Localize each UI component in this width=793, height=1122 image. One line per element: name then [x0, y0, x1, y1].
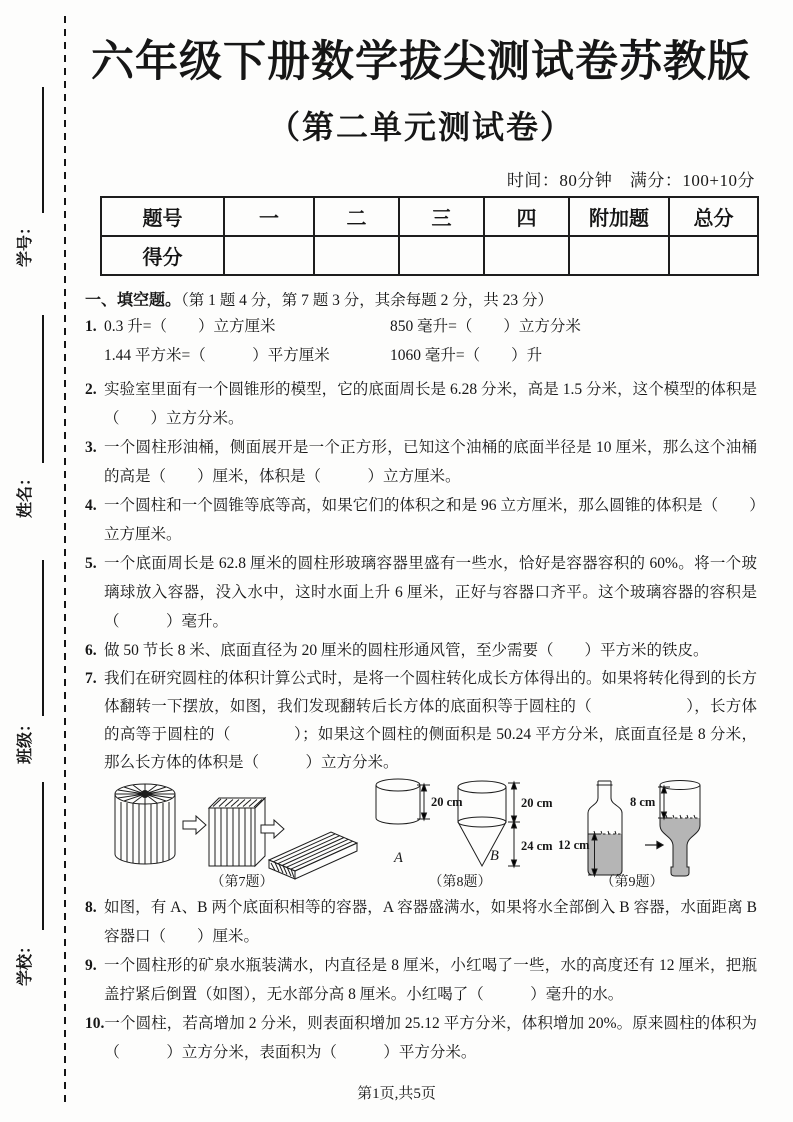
header-cell-question-no: 题号 [101, 197, 224, 236]
figure-question-7 [103, 778, 363, 890]
student-id-write-line [42, 87, 44, 213]
question-8-text: 如图，有 A、B 两个底面积相等的容器，A 容器盛满水，如果将水全部倒入 B 容器，水面距离 B 容器口（ ）厘米。 [104, 899, 757, 945]
page-number-footer: 第1页,共5页 [357, 1086, 436, 1102]
class-write-line [42, 560, 44, 716]
question-5-text: 一个底面周长是 62.8 厘米的圆柱形玻璃容器里盛有一些水，恰好是容器容积的 60%。将一个玻璃球放入容器，没入水中，这时水面上升 6 厘米，正好与容器口齐平。这个玻璃容器的容积是（ ）毫升。 [104, 555, 757, 630]
school-write-line [42, 782, 44, 930]
header-cell-part1: 一 [224, 197, 314, 236]
score-cell-part1 [224, 236, 314, 275]
paper-body [85, 0, 757, 1122]
score-row-label: 得分 [101, 236, 224, 275]
question-5-number: 5. [85, 555, 97, 572]
name-write-line [42, 315, 44, 463]
question-1-text [104, 312, 757, 370]
section-1-note: （第 1 题 4 分，第 7 题 3 分，其余每题 2 分，共 23 分） [181, 292, 554, 309]
header-cell-part2: 二 [314, 197, 399, 236]
question-5 [85, 549, 757, 636]
dim-label-b-24cm: 24 cm [521, 839, 553, 853]
question-10-text: 一个圆柱，若高增加 2 分米，则表面积增加 25.12 平方分米，体积增加 20%。原来圆柱的体积为（ ）立方分米，表面积为（ ）平方分米。 [104, 1015, 757, 1061]
question-2-text: 实验室里面有一个圆锥形的模型，它的底面周长是 6.28 分米，高是 1.5 分米，这个模型的体积是（ ）立方分米。 [104, 381, 757, 427]
question-1-number: 1. [85, 318, 97, 335]
question-6-number: 6. [85, 642, 97, 659]
question-2 [85, 375, 757, 433]
question-2-number: 2. [85, 381, 97, 398]
question-3-number: 3. [85, 439, 97, 456]
question-4-text: 一个圆柱和一个圆锥等底等高，如果它们的体积之和是 96 立方厘米，那么圆锥的体积是（ ）立方厘米。 [104, 497, 757, 543]
dim-label-a-20cm: 20 cm [431, 795, 463, 809]
header-cell-total: 总分 [669, 197, 758, 236]
question-4-number: 4. [85, 497, 97, 514]
paper-title: 六年级下册数学拔尖测试卷苏教版 [91, 39, 751, 86]
dim-label-8cm: 8 cm [630, 795, 656, 809]
question-3 [85, 433, 757, 491]
dim-label-12cm: 12 cm [558, 838, 590, 852]
score-cell-total [669, 236, 758, 275]
cylinder-cut-into-sectors [115, 784, 175, 864]
seal-dashed-line [64, 16, 66, 1106]
flat-slab [269, 832, 357, 879]
question-9 [85, 951, 757, 1009]
header-cell-part4: 四 [484, 197, 569, 236]
question-10-number: 10. [85, 1015, 105, 1032]
score-table-score-row [101, 236, 758, 275]
rearranged-box [209, 798, 265, 866]
q1-item-1: 0.3 升=（ ）立方厘米 [104, 318, 276, 335]
school-label: 学校： [17, 938, 34, 987]
section-1-heading [85, 287, 757, 310]
question-10 [85, 1009, 757, 1067]
water-inverted-bottle [660, 818, 700, 876]
section-1-title: 一、填空题。 [85, 292, 182, 309]
score-cell-part2 [314, 236, 399, 275]
q1-item-3: 1.44 平方米=（ ）平方厘米 [104, 347, 330, 364]
question-1-row-1 [104, 312, 757, 341]
figure-7-caption: （第7题） [210, 875, 274, 890]
header-cell-bonus: 附加题 [569, 197, 669, 236]
q1-item-2: 850 毫升=（ ）立方分米 [390, 318, 581, 335]
figure-9-caption: （第9题） [600, 875, 664, 890]
header-cell-part3: 三 [399, 197, 484, 236]
time-score-meta: 时间：80分钟 满分：100+10分 [506, 171, 755, 190]
name-label: 姓名： [17, 470, 34, 519]
transform-arrow-icon [261, 820, 284, 838]
question-9-text: 一个圆柱形的矿泉水瓶装满水，内直径是 8 厘米，小红喝了一些，水的高度还有 12 厘米，把瓶盖拧紧后倒置（如图），无水部分高 8 厘米。小红喝了（ ）毫升的水。 [104, 957, 757, 1003]
dim-label-b-20cm: 20 cm [521, 796, 553, 810]
figures-row [85, 778, 757, 892]
question-7-text: 我们在研究圆柱的体积计算公式时，是将一个圆柱转化成长方体得出的。如果将转化得到的长方体翻转一下摆放，如图，我们发现翻转后长方体的底面积等于圆柱的（ ），长方体的高等于圆柱的（ ）；如果这个圆柱的侧面积是 50.24 平方分米，底面直径是 8 分米，那么长方体的体积是（ ）立方分米。 [104, 670, 757, 771]
question-9-number: 9. [85, 957, 97, 974]
question-6 [85, 636, 757, 665]
figure-question-8 [372, 778, 556, 890]
student-id-label: 学号： [17, 219, 34, 268]
question-1 [85, 312, 757, 370]
paper-subtitle: （第二单元测试卷） [267, 109, 574, 145]
container-a-label: A [394, 850, 403, 866]
question-6-text: 做 50 节长 8 米、底面直径为 20 厘米的圆柱形通风管，至少需要（ ）平方米的铁皮。 [104, 642, 709, 659]
score-cell-part3 [399, 236, 484, 275]
invert-arrow-icon [645, 842, 663, 849]
question-8-number: 8. [85, 899, 97, 916]
question-3-text: 一个圆柱形油桶，侧面展开是一个正方形，已知这个油桶的底面半径是 10 厘米，那么这个油桶的高是（ ）厘米，体积是（ ）立方厘米。 [104, 439, 757, 485]
score-cell-bonus [569, 236, 669, 275]
question-7 [85, 665, 757, 777]
score-table-header-row [101, 197, 758, 236]
container-b-label: B [490, 848, 499, 864]
dimension-arrow-a [417, 784, 430, 820]
transform-arrow-icon [183, 816, 206, 834]
question-1-row-2 [104, 341, 757, 370]
question-8 [85, 893, 757, 951]
score-table [100, 196, 759, 276]
question-7-number: 7. [85, 670, 97, 687]
dimension-arrows-b [508, 782, 520, 867]
container-a-cylinder [376, 779, 420, 824]
figure-8-caption: （第8题） [428, 875, 492, 890]
question-4 [85, 491, 757, 549]
score-cell-part4 [484, 236, 569, 275]
q1-item-4: 1060 毫升=（ ）升 [390, 347, 543, 364]
class-label: 班级： [17, 716, 34, 765]
figure-question-9 [558, 778, 718, 890]
